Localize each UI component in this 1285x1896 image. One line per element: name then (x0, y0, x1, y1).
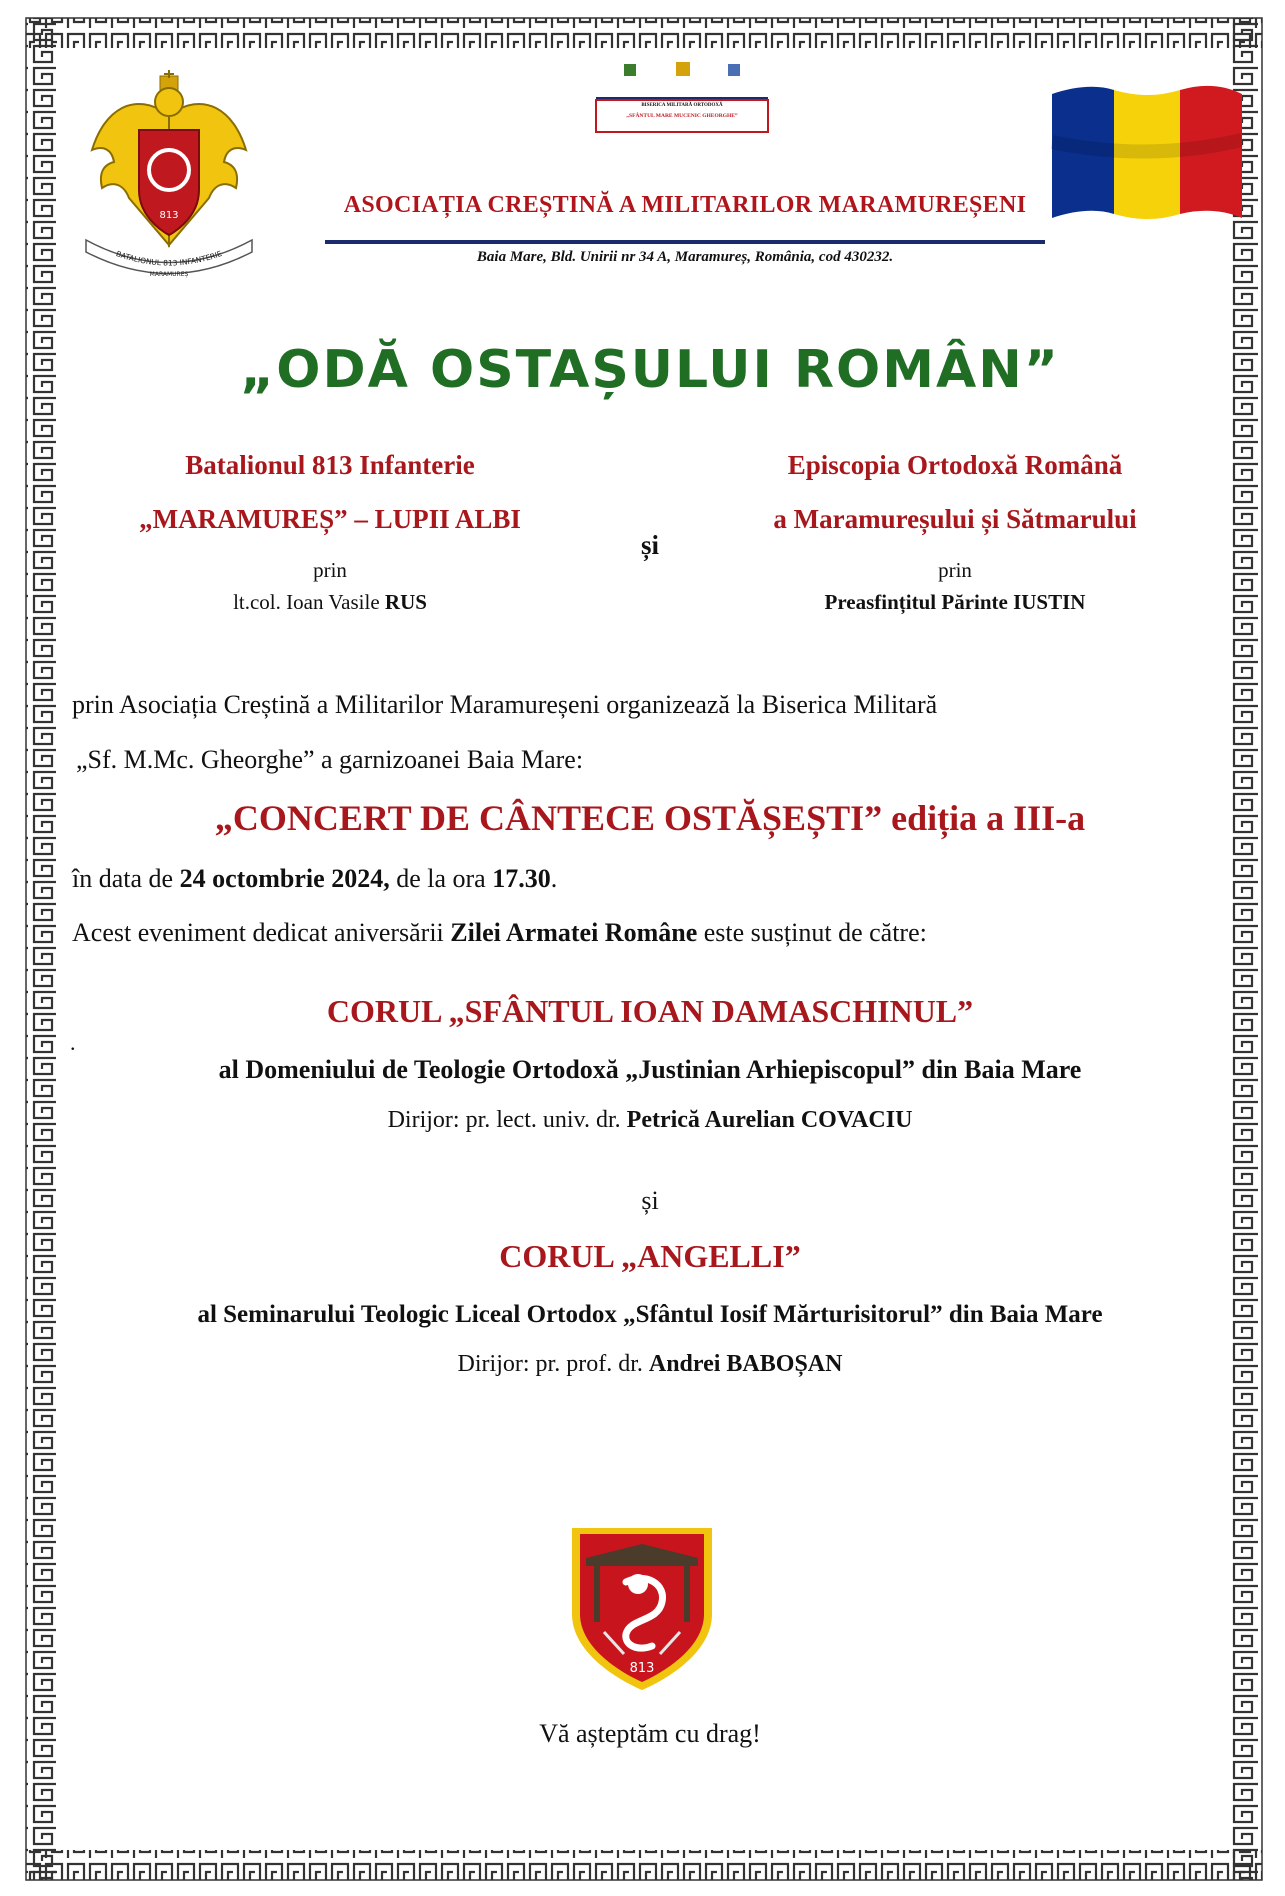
left-organizer-rep (100, 590, 560, 615)
choir1-conductor-prefix: Dirijor: pr. lect. univ. dr. (387, 1107, 627, 1133)
left-rep-name: RUS (384, 590, 427, 614)
battalion-shield-emblem (566, 1522, 718, 1694)
choir1-conductor-name: Petrică Aurelian COVACIU (626, 1107, 913, 1133)
choir2-name: CORUL „ANGELLI” (499, 1238, 801, 1274)
choir1-conductor (80, 1107, 1220, 1134)
choir2-conductor-prefix: Dirijor: pr. prof. dr. (457, 1351, 649, 1377)
right-organizer-via: prin (938, 558, 972, 582)
event-prefix: Acest eveniment dedicat aniversării (72, 918, 451, 947)
romanian-flag (1048, 82, 1246, 222)
shield-emblem-number: 813 (629, 1661, 655, 1676)
date-prefix: în data de (72, 864, 180, 893)
event-date: 24 octombrie 2024, (179, 864, 390, 893)
choir2-institution: al Seminarului Teologic Liceal Ortodox „Sfântul Iosif Mărturisitorul” din Baia Mare (197, 1301, 1103, 1328)
left-rep-prefix: lt.col. Ioan Vasile (233, 590, 385, 614)
left-organizer-name-1: Batalionul 813 Infanterie (185, 450, 475, 480)
choirs-conjunction: și (641, 1186, 659, 1215)
choir1-name: CORUL „SFÂNTUL IOAN DAMASCHINUL” (326, 993, 974, 1029)
association-rule (325, 240, 1045, 244)
eagle-emblem-ribbon-text: BATALIONUL 813 INFANTERIE (114, 249, 224, 268)
association-title: ASOCIAȚIA CREȘTINĂ A MILITARILOR MARAMUREȘENI (343, 192, 1027, 218)
association-address: Baia Mare, Bld. Unirii nr 34 A, Maramureș, România, cod 430232. (476, 249, 894, 265)
eagle-emblem-number: 813 (159, 210, 179, 221)
main-title: „ODĂ OSTAȘULUI ROMÂN” (240, 340, 1060, 400)
battalion-eagle-emblem (74, 70, 264, 285)
church-logo-line1: BISERICA MILITARĂ ORTODOXĂ (641, 103, 723, 108)
event-highlight: Zilei Armatei Române (450, 918, 698, 947)
intro-line-2: „Sf. M.Mc. Gheorghe” a garnizoanei Baia Mare: (76, 745, 584, 774)
right-organizer-name-2: a Maramureșului și Sătmarului (773, 504, 1137, 534)
organizers-conjunction: și (640, 530, 659, 560)
closing-line: Vă așteptăm cu drag! (539, 1719, 761, 1748)
choir1-institution: al Domeniului de Teologie Ortodoxă „Justinian Arhiepiscopul” din Baia Mare (218, 1055, 1082, 1084)
intro-line-1: prin Asociația Creștină a Militarilor Maramureșeni organizează la Biserica Militară (72, 690, 938, 719)
concert-title: „CONCERT DE CÂNTECE OSTĂȘEȘTI” ediția a III-a (214, 798, 1086, 838)
choir2-conductor-name: Andrei BABOȘAN (648, 1351, 843, 1377)
date-line (72, 864, 1222, 894)
choir2-conductor (80, 1351, 1220, 1378)
date-middle: de la ora (389, 864, 493, 893)
stray-dot: . (70, 1030, 76, 1055)
left-organizer-via: prin (313, 558, 347, 582)
date-suffix: . (550, 864, 558, 893)
church-logo-line2: „SFÂNTUL MARE MUCENIC GHEORGHE” (626, 113, 738, 119)
event-suffix: este susținut de către: (697, 918, 927, 947)
church-logo (594, 58, 770, 134)
eagle-emblem-motto: MARAMUREȘ (149, 271, 189, 278)
right-organizer-name-1: Episcopia Ortodoxă Română (787, 450, 1123, 480)
right-organizer-rep: Preasfințitul Părinte IUSTIN (824, 590, 1086, 614)
event-time: 17.30 (492, 864, 551, 893)
left-organizer-name-2: „MARAMUREȘ” – LUPII ALBI (139, 504, 521, 534)
event-line (72, 918, 1222, 948)
